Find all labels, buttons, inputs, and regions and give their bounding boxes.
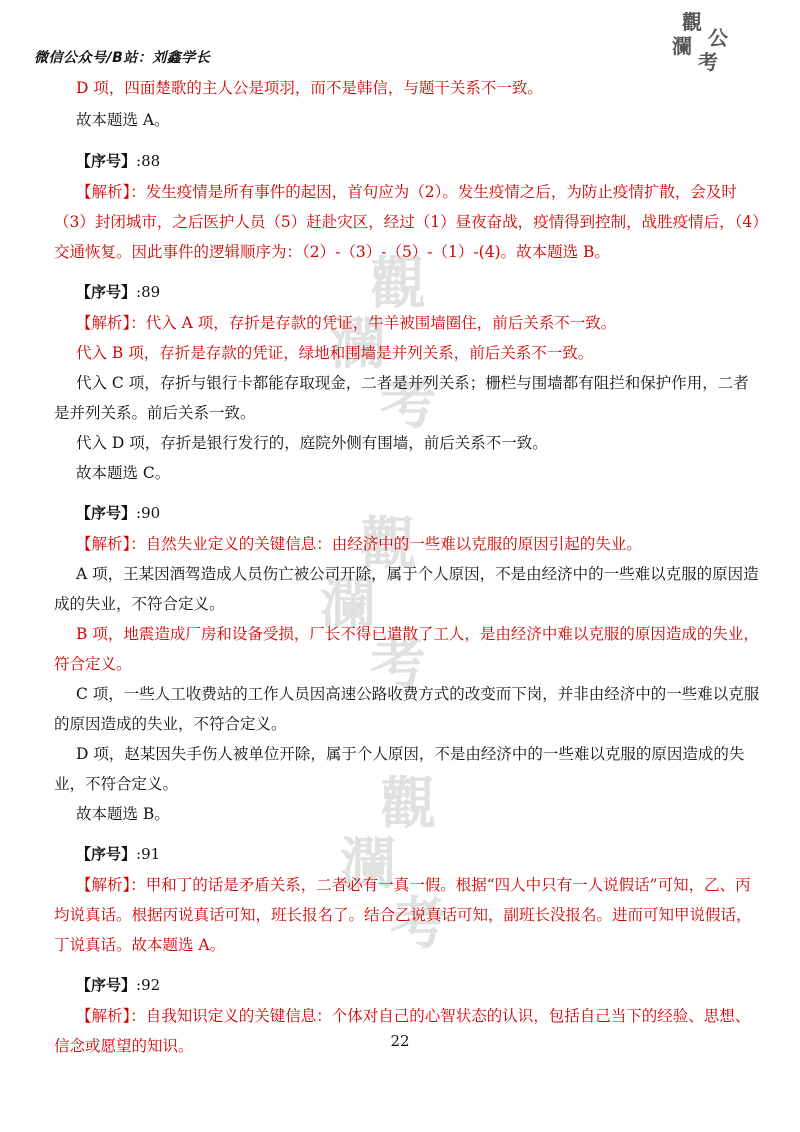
analysis-paragraph: 【解析】：自然失业定义的关键信息：由经济中的一些难以克服的原因引起的失业。: [76, 535, 642, 553]
watermark-char: 瀾: [330, 311, 386, 377]
seq-label: 【序号】: [76, 504, 137, 522]
watermark-char: 瀾: [320, 571, 376, 637]
seq-number: :88: [136, 152, 161, 170]
document-body: [54, 72, 764, 1061]
analysis-paragraph: A 项，王某因酒驾造成人员伤亡被公司开除，属于个人原因，不是由经济中的一些难以克服的原因造成的失业，不符合定义。: [54, 565, 759, 613]
seq-label: 【序号】: [76, 152, 137, 170]
watermark-char: 觀: [380, 771, 436, 837]
watermark-char: 觀: [370, 251, 426, 317]
seq-number: :89: [136, 283, 161, 301]
analysis-paragraph: C 项，一些人工收费站的工作人员因高速公路收费方式的改变而下岗，并非由经济中的一些难以克服的原因造成的失业，不符合定义。: [54, 685, 760, 733]
analysis-paragraph: 代入 D 项，存折是银行发行的，庭院外侧有围墙，前后关系不一致。: [76, 434, 548, 452]
analysis-paragraph: 代入 C 项，存折与银行卡都能存取现金，二者是并列关系；栅栏与围墙都有阻拦和保护作用，二者是并列关系。前后关系一致。: [54, 374, 749, 422]
page-number: 22: [390, 1032, 410, 1050]
logo-char: 公: [708, 26, 728, 50]
watermark-char: 瀾: [340, 831, 396, 897]
seq-label: 【序号】: [76, 283, 137, 301]
question-block: [54, 145, 764, 267]
analysis-paragraph: 【解析】：代入 A 项，存折是存款的凭证，牛羊被围墙圈住，前后关系不一致。: [76, 314, 617, 332]
seq-header: [54, 145, 764, 177]
seq-number: :92: [136, 976, 161, 994]
watermark-char: 考: [390, 891, 446, 957]
analysis-paragraph: 【解析】：甲和丁的话是矛盾关系，二者必有一真一假。根据“四人中只有一人说假话”可知，乙、丙均说真话。根据丙说真话可知，班长报名了。结合乙说真话可知，副班长没报名。进而可知甲说假话，丁说真话。故本题选 A。: [54, 876, 752, 954]
analysis-paragraph: 【解析】：发生疫情是所有事件的起因，首句应为（2）。发生疫情之后，为防止疫情扩散，会及时（3）封闭城市，之后医护人员（5）赶赴灾区，经过（1）昼夜奋战，疫情得到控制，战胜疫情后，（4）交通恢复。因此事件的逻辑顺序为：（2）-（3）-（5）-（1）-(4)。故本题选 B。: [54, 183, 760, 261]
analysis-paragraph: D 项，赵某因失手伤人被单位开除，属于个人原因，不是由经济中的一些难以克服的原因造成的失业，不符合定义。: [54, 745, 745, 793]
text-line: D 项，四面楚歌的主人公是项羽，而不是韩信，与题干关系不一致。: [76, 79, 543, 97]
logo-char: 瀾: [672, 34, 692, 58]
seq-header: [54, 838, 764, 870]
watermark-char: 考: [370, 631, 426, 697]
analysis-paragraph: 【解析】：自我知识定义的关键信息：个体对自己的心智状态的认识，包括自己当下的经验、思想、信念或愿望的知识。: [54, 1007, 751, 1055]
logo: [672, 6, 742, 76]
question-block: [54, 838, 764, 960]
seq-number: :91: [136, 845, 161, 863]
analysis-paragraph: 故本题选 C。: [76, 464, 171, 482]
analysis-paragraph: 故本题选 B。: [76, 805, 170, 823]
logo-char: 考: [698, 50, 718, 74]
seq-header: [54, 276, 764, 308]
seq-label: 【序号】: [76, 976, 137, 994]
watermark-char: 觀: [360, 511, 416, 577]
seq-number: :90: [136, 504, 161, 522]
watermark-char: 考: [380, 371, 436, 437]
question-block: [54, 497, 764, 829]
analysis-paragraph: 代入 B 项，存折是存款的凭证，绿地和围墙是并列关系，前后关系不一致。: [76, 344, 594, 362]
header-note: 微信公众号/B站：刘鑫学长: [34, 50, 211, 66]
seq-label: 【序号】: [76, 845, 137, 863]
logo-char: 觀: [682, 10, 702, 34]
analysis-paragraph: B 项，地震造成厂房和设备受损，厂长不得已遣散了工人，是由经济中难以克服的原因造成的失业，符合定义。: [54, 625, 759, 673]
question-block: [54, 276, 764, 488]
seq-header: [54, 497, 764, 529]
seq-header: [54, 969, 764, 1001]
text-line: 故本题选 A。: [76, 111, 170, 129]
